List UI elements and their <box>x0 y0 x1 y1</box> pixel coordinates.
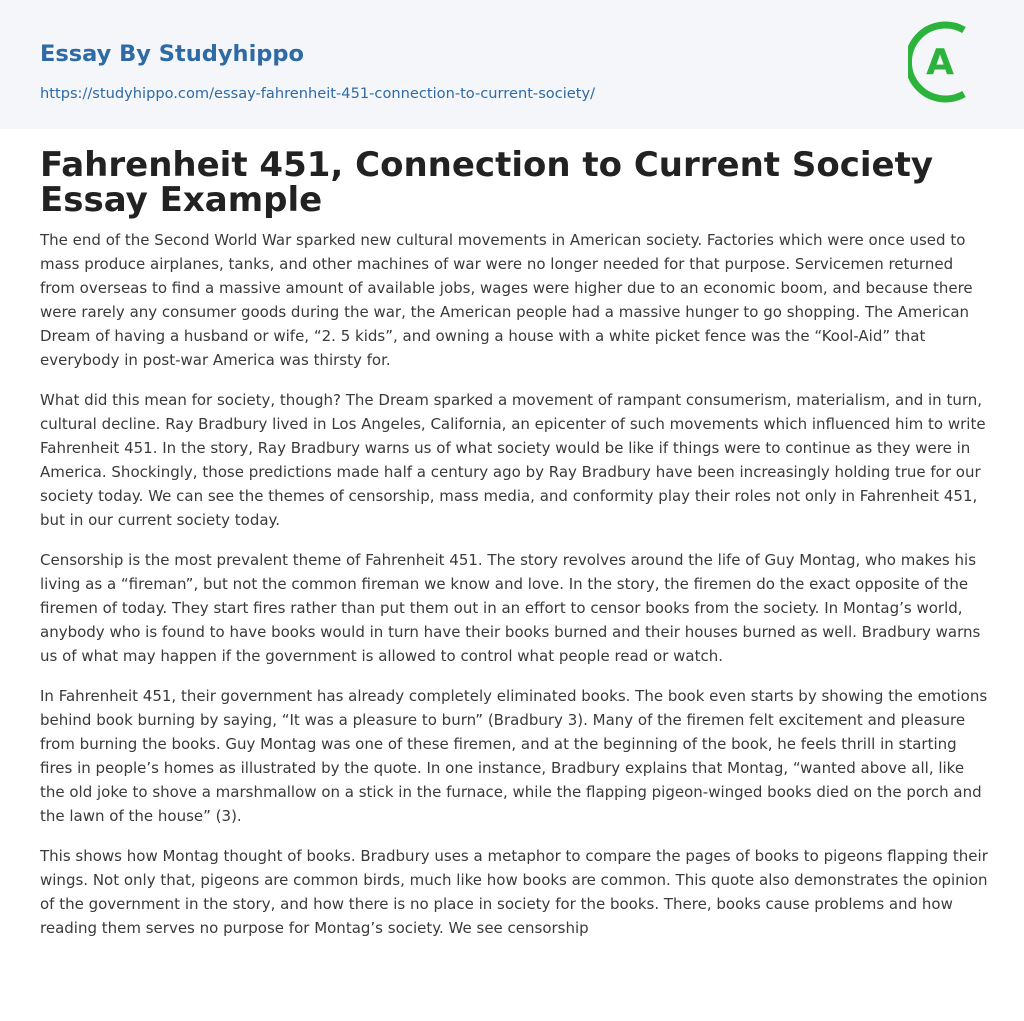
studyhippo-logo-icon[interactable] <box>908 16 990 108</box>
essay-body <box>40 228 988 956</box>
essay-title: Fahrenheit 451, Connection to Current Society Essay Example <box>40 145 934 220</box>
essay-paragraph: In Fahrenheit 451, their government has already completely eliminated books. The book even starts by showing the emotions behind book burning by saying, “It was a pleasure to burn” (Bradbury 3). Many of the firemen felt excitement and pleasure from burning the books. Guy Montag was one of these firemen, and at the beginning of the book, he feels thrill in starting fires in people’s homes as illustrated by the quote. In one instance, Bradbury explains that Montag, “wanted above all, like the old joke to shove a marshmallow on a stick in the furnace, while the flapping pigeon-winged books died on the porch and the lawn of the house” (3). <box>40 687 988 825</box>
logo-ring-cap <box>968 28 978 36</box>
logo-letter: A <box>926 42 954 83</box>
essay-paragraph: Censorship is the most prevalent theme of Fahrenheit 451. The story revolves around the life of Guy Montag, who makes his living as a “fireman”, but not the common fireman we know and love. In the story, the firemen do the exact opposite of the firemen of today. They start fires rather than put them out in an effort to censor books from the society. In Montag’s world, anybody who is found to have books would in turn have their books burned and their houses burned as well. Bradbury warns us of what may happen if the government is allowed to control what people read or watch. <box>40 551 981 665</box>
source-url-link[interactable]: https://studyhippo.com/essay-fahrenheit-451-connection-to-current-society/ <box>40 85 596 102</box>
essay-paragraph: This shows how Montag thought of books. Bradbury uses a metaphor to compare the pages of books to pigeons flapping their wings. Not only that, pigeons are common birds, much like how books are common. This quote also demonstrates the opinion of the government in the story, and how there is no place in society for the books. There, books cause problems and how reading them serves no purpose for Montag’s society. We see censorship <box>40 847 988 937</box>
essay-paragraph: The end of the Second World War sparked new cultural movements in American society. Factories which were once used to mass produce airplanes, tanks, and other machines of war were no longer needed for that purpose. Servicemen returned from overseas to find a massive amount of available jobs, wages were higher due to an economic boom, and because there were rarely any consumer goods during the war, the American people had a massive hunger to go shopping. The American Dream of having a husband or wife, “2. 5 kids”, and owning a house with a white picket fence was the “Kool-Aid” that everybody in post-war America was thirsty for. <box>40 231 973 369</box>
essay-paragraph: What did this mean for society, though? The Dream sparked a movement of rampant consumerism, materialism, and in turn, cultural decline. Ray Bradbury lived in Los Angeles, California, an epicenter of such movements which influenced him to write Fahrenheit 451. In the story, Ray Bradbury warns us of what society would be like if things were to continue as they were in America. Shockingly, those predictions made half a century ago by Ray Bradbury have been increasingly holding true for our society today. We can see the themes of censorship, mass media, and conformity play their roles not only in Fahrenheit 451, but in our current society today. <box>40 391 986 529</box>
site-header <box>0 0 1024 129</box>
site-brand[interactable]: Essay By Studyhippo <box>40 41 304 67</box>
